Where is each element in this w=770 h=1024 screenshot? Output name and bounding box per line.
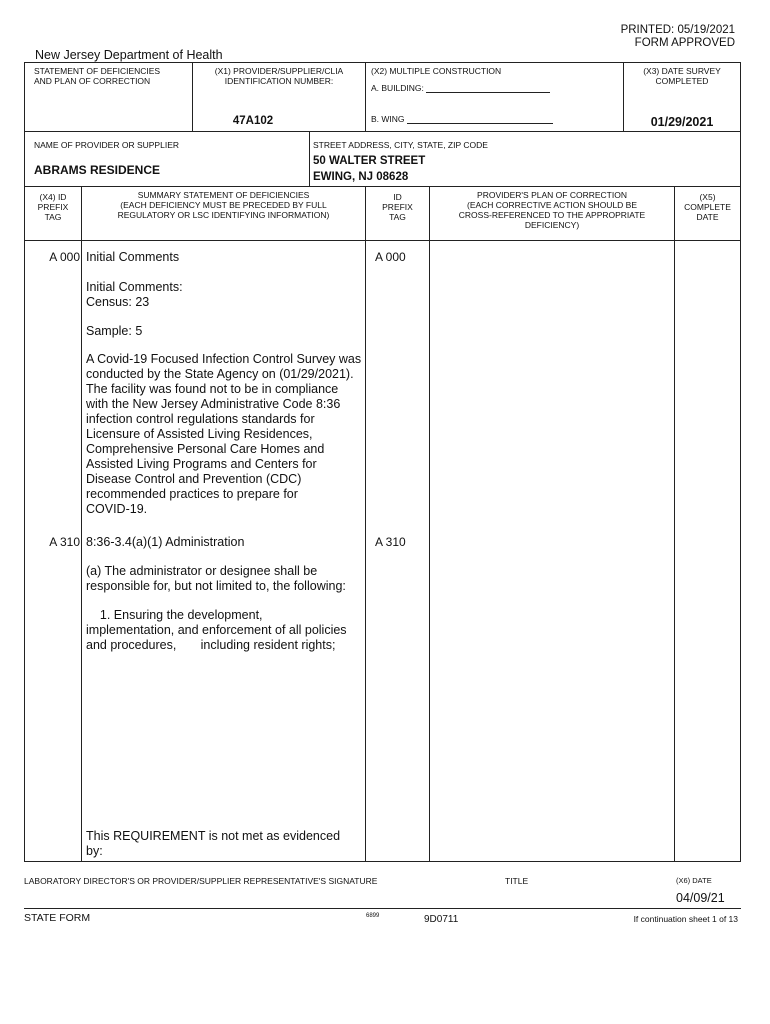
requirement-note: This REQUIREMENT is not met as evidenced by: bbox=[86, 829, 341, 858]
col-x5-header: (X5) COMPLETE DATE bbox=[684, 192, 731, 222]
col-plan-header: PROVIDER'S PLAN OF CORRECTION (EACH CORRECTIVE ACTION SHOULD BE CROSS-REFERENCED TO THE APPROPRIATE DEFICIENCY) bbox=[458, 190, 646, 230]
provider-name-label: NAME OF PROVIDER OR SUPPLIER bbox=[34, 140, 179, 150]
event-id: 9D0711 bbox=[424, 914, 459, 925]
entry-id-tag: A 310 bbox=[375, 535, 406, 549]
col-id-prefix-header: ID PREFIX TAG bbox=[382, 192, 413, 222]
provider-name: ABRAMS RESIDENCE bbox=[34, 163, 161, 177]
state-form-label: STATE FORM bbox=[24, 912, 91, 924]
address-line1: 50 WALTER STREET bbox=[313, 155, 426, 167]
address-label: STREET ADDRESS, CITY, STATE, ZIP CODE bbox=[313, 140, 488, 150]
signature-label: LABORATORY DIRECTOR'S OR PROVIDER/SUPPLIER REPRESENTATIVE'S SIGNATURE bbox=[24, 876, 378, 886]
x3-value: 01/29/2021 bbox=[650, 115, 714, 129]
x6-value: 04/09/21 bbox=[676, 891, 725, 905]
agency-name: New Jersey Department of Health bbox=[35, 48, 223, 62]
entry-paragraph: Sample: 5 bbox=[86, 324, 143, 338]
printed-date: PRINTED: 05/19/2021 bbox=[620, 24, 735, 36]
wing-label: B. WING bbox=[371, 114, 405, 124]
wing-field bbox=[407, 114, 553, 124]
entry-title: 8:36-3.4(a)(1) Administration bbox=[86, 535, 245, 549]
col-summary-header: SUMMARY STATEMENT OF DEFICIENCIES (EACH DEFICIENCY MUST BE PRECEDED BY FULL REGULATORY OR LSC IDENTIFYING INFORMATION) bbox=[117, 190, 330, 220]
form-approved: FORM APPROVED bbox=[634, 37, 735, 49]
x6-label: (X6) DATE bbox=[676, 876, 712, 885]
col-x4-header: (X4) ID PREFIX TAG bbox=[37, 192, 69, 222]
form-number: 6899 bbox=[366, 913, 380, 919]
building-label: A. BUILDING: bbox=[371, 83, 424, 93]
x2-label: (X2) MULTIPLE CONSTRUCTION bbox=[371, 66, 502, 76]
x1-value: 47A102 bbox=[232, 115, 274, 127]
entry-paragraph: A Covid-19 Focused Infection Control Survey was conducted by the State Agency on (01/29/2021). The facility was found not to be in compliance with the New Jersey Administrative Code 8:36 infection control regulations standards for Licensure of Assisted Living Residences, Comprehensive Personal Care Homes and Assisted Living Programs and Centers for Disease Control and Prevention (CDC) recommended practices to prepare for COVID-19. bbox=[86, 352, 362, 516]
continuation-sheet: If continuation sheet 1 of 13 bbox=[633, 914, 738, 924]
building-field bbox=[426, 83, 550, 93]
entry-title: Initial Comments bbox=[86, 250, 180, 264]
entry-paragraph: Initial Comments: Census: 23 bbox=[86, 280, 183, 309]
address-line2: EWING, NJ 08628 bbox=[313, 171, 409, 183]
entry-paragraph: (a) The administrator or designee shall be responsible for, but not limited to, the following: bbox=[86, 564, 346, 593]
x1-label: (X1) PROVIDER/SUPPLIER/CLIA IDENTIFICATION NUMBER: bbox=[214, 66, 344, 86]
entry-id-tag: A 000 bbox=[375, 250, 406, 264]
title-label: TITLE bbox=[505, 876, 529, 886]
entry-tag: A 310 bbox=[49, 535, 80, 549]
entry-tag: A 000 bbox=[49, 250, 80, 264]
x3-label: (X3) DATE SURVEY COMPLETED bbox=[643, 66, 721, 86]
entry-paragraph: 1. Ensuring the development, implementation, and enforcement of all policies and procedures, including resident rights; bbox=[86, 608, 347, 652]
statement-label: STATEMENT OF DEFICIENCIES AND PLAN OF CORRECTION bbox=[34, 66, 161, 86]
